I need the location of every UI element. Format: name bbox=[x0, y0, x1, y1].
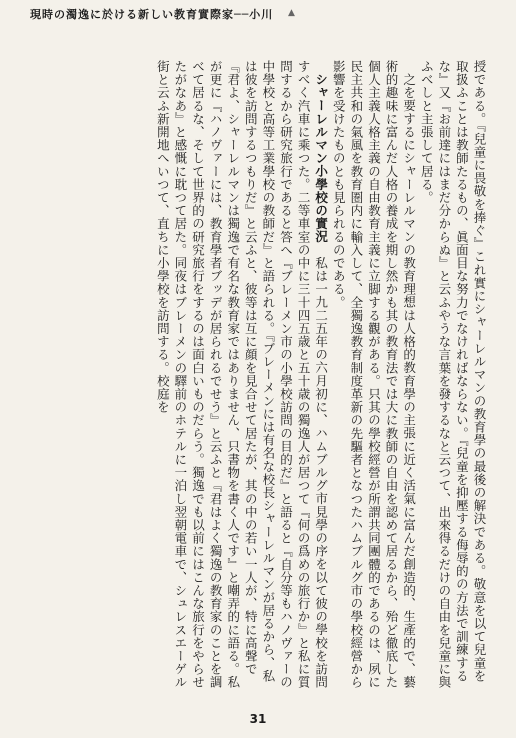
paragraph-1: 授である。『兒童に畏敬を捧ぐ』これ實にシャーレルマンの教育學の最後の解決である。敬意を以て兒童を取扱ふことは教師たるもの、眞面目な努力でなければならない。『兒童を抑壓する侮辱的の方法で訓練するな』又『お前達にはまだ分からぬ』と云ふやうな言葉を發するなと云つて、出來得るだけの自由を兒童に與ふべしと主張して居る。 bbox=[419, 60, 487, 689]
page-number: 31 bbox=[249, 712, 267, 726]
section-lead: 私は bbox=[313, 255, 329, 283]
corner-mark-icon: ▲ bbox=[288, 8, 295, 18]
paragraph-3-text: 一九二五年の六月初に、ハムブルグ市見學の序を以て彼の學校を訪問すべく汽車に乘つた。二等車室の中に三十四五歳と五十歳の獨逸人が居つて『何の爲めの旅行か』と私に質問するから研究旅行であると答へ『ブレーメン市の小學校訪問の目的だ』と語ると『自分等もハノヴァーの中學校と高等工業學校の教師だ』と語られる。『ブレーメンには有名な校長シャーレルマンが居るから、私は彼を訪問するつもりだ』と云ふと、彼等は互に顔を見合せて居たが、其の中の若い一人が、特に高聲で『君よ、シャーレルマンは獨逸で有名な教育家ではありません、只書物を書く人です』と嘲弄的に語る。私が更に『ハノヴァーには、教育學者ブッデが居られるでせう』と云ふと『君はよく獨逸の教育家のことを調べて居るな、そして世界的の研究旅行をするのは面白いものだらう。獨逸でも以前にはこんな旅行をやらせたがなあ』と感慨に耽つて居た。同夜はブレーメンの驛前のホテルに一泊し翌朝電車で、シュレスエーゲル街と云ふ新開地へいつて、直ちに小學校を訪問する。校庭を bbox=[155, 60, 329, 689]
paragraph-3 bbox=[154, 60, 330, 690]
paragraph-2: 之を要するにシャーレルマンの教育理想は人格的教育學の主張に近く活氣に富んだ創造的、生產的で、藝術的趣味に富んだ人格の養成を期し然かも其の教育法では大に教師の自由を認めて居るから、殆ど徹底した個人主義人格主義の自由教育主義に立脚する觀がある。只其の學校經營が所謂共同團體的であるのは、夙に民主共和の氣風を教育圏内に輸入して、全獨逸教育制度革新の先驅者となつたハムブルグ市の學校經營から影響を受けたものとも見られるのである。 bbox=[331, 60, 417, 689]
body-text bbox=[28, 60, 488, 690]
running-header: 現時の濁逸に於ける新しい教育實際家──小川 bbox=[30, 8, 274, 21]
section-heading: シャーレルマン小學校の實況 bbox=[313, 72, 329, 243]
